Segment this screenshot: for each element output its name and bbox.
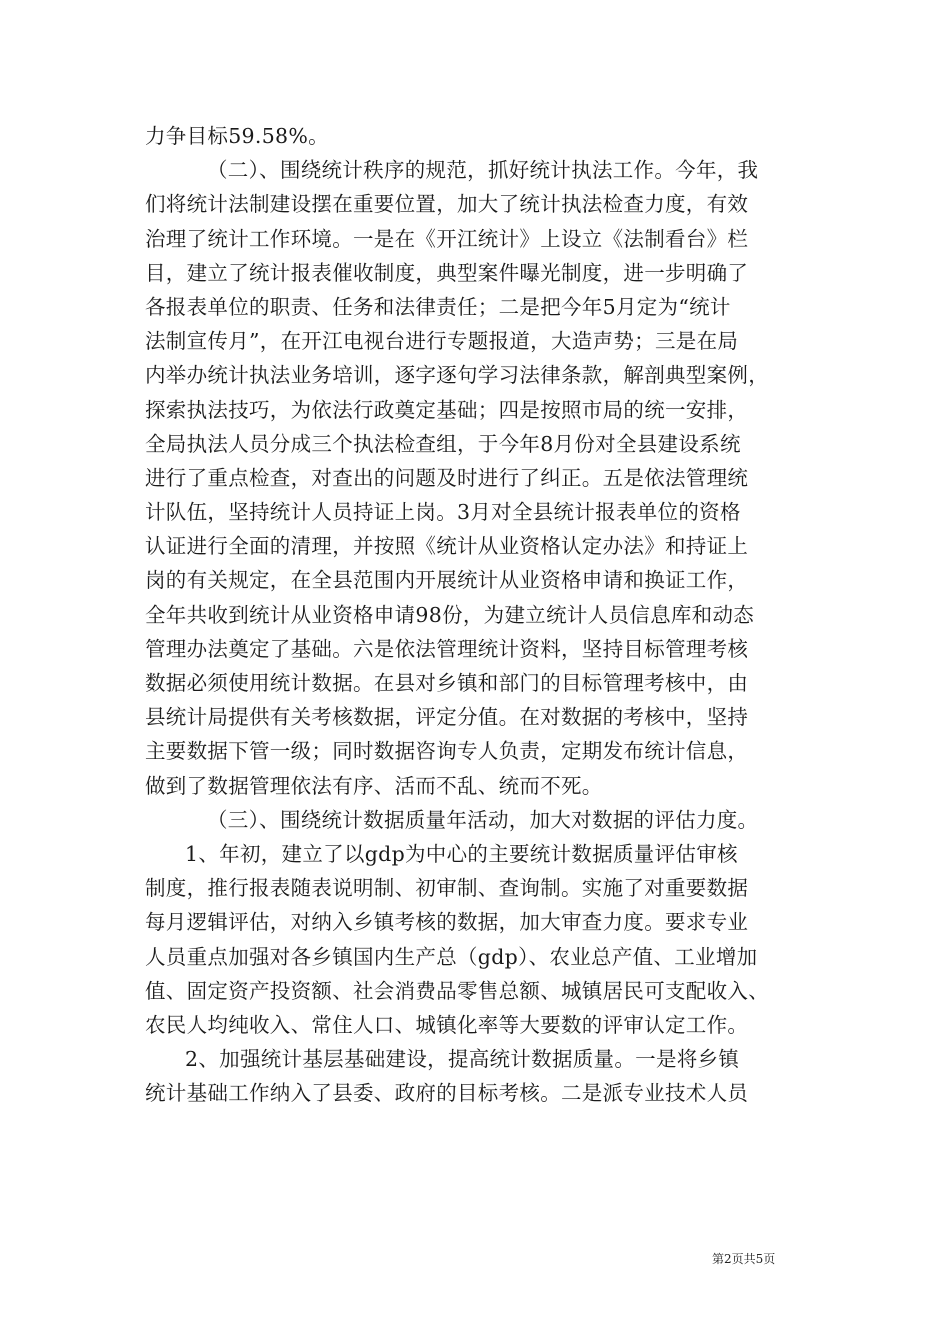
text-line: （三）、围绕统计数据质量年活动，加大对数据的评估力度。: [207, 807, 759, 832]
text-line: 内举办统计执法业务培训，逐字逐句学习法律条款，解剖典型案例，: [145, 363, 769, 388]
text-line: 2、加强统计基层基础建设，提高统计数据质量。一是将乡镇: [185, 1047, 740, 1072]
text-line: 管理办法奠定了基础。六是依法管理统计资料，坚持目标管理考核: [145, 636, 749, 661]
page-number: 第2页共5页: [712, 1252, 776, 1266]
text-line: 进行了重点检查，对查出的问题及时进行了纠正。五是依法管理统: [145, 465, 749, 490]
text-line: （二）、围绕统计秩序的规范，抓好统计执法工作。今年，我: [207, 158, 759, 183]
text-line: 值、固定资产投资额、社会消费品零售总额、城镇居民可支配收入、: [145, 978, 769, 1003]
text-line: 农民人均纯收入、常住人口、城镇化率等大要数的评审认定工作。: [145, 1012, 749, 1037]
text-line: 认证进行全面的清理，并按照《统计从业资格认定办法》和持证上: [145, 534, 749, 559]
text-line: 计队伍，坚持统计人员持证上岗。3月对全县统计报表单位的资格: [145, 500, 741, 525]
document-body: [145, 119, 825, 1110]
text-line: 制度，推行报表随表说明制、初审制、查询制。实施了对重要数据: [145, 876, 749, 901]
text-line: 全年共收到统计从业资格申请98份，为建立统计人员信息库和动态: [145, 602, 755, 627]
text-line: 做到了数据管理依法有序、活而不乱、统而不死。: [145, 773, 603, 798]
text-line: 们将统计法制建设摆在重要位置，加大了统计执法检查力度，有效: [145, 192, 749, 217]
text-line: 数据必须使用统计数据。在县对乡镇和部门的目标管理考核中，由: [145, 671, 749, 695]
text-line: 法制宣传月”，在开江电视台进行专题报道，大造声势；三是在局: [145, 329, 739, 354]
text-line: 治理了统计工作环境。一是在《开江统计》上设立《法制看台》栏: [145, 226, 749, 251]
text-line: 统计基础工作纳入了县委、政府的目标考核。二是派专业技术人员: [145, 1081, 749, 1106]
text-line: 人员重点加强对各乡镇国内生产总（gdp）、农业总产值、工业增加: [145, 944, 758, 969]
text-line: 每月逻辑评估，对纳入乡镇考核的数据，加大审查力度。要求专业: [145, 910, 749, 935]
text-line: 全局执法人员分成三个执法检查组，于今年8月份对全县建设系统: [145, 431, 741, 456]
text-line: 岗的有关规定，在全县范围内开展统计从业资格申请和换证工作，: [145, 568, 749, 593]
text-line: 主要数据下管一级；同时数据咨询专人负责，定期发布统计信息，: [145, 739, 749, 764]
text-line: 探索执法技巧，为依法行政奠定基础；四是按照市局的统一安排，: [145, 397, 749, 422]
text-line: 1、年初，建立了以gdp为中心的主要统计数据质量评估审核: [185, 841, 738, 866]
text-line: 县统计局提供有关考核数据，评定分值。在对数据的考核中，坚持: [145, 705, 749, 730]
text-line: 目，建立了统计报表催收制度，典型案件曝光制度，进一步明确了: [145, 260, 749, 285]
text-line: 各报表单位的职责、任务和法律责任；二是把今年5月定为“统计: [145, 294, 731, 319]
text-line: 力争目标59.58%。: [145, 124, 329, 148]
